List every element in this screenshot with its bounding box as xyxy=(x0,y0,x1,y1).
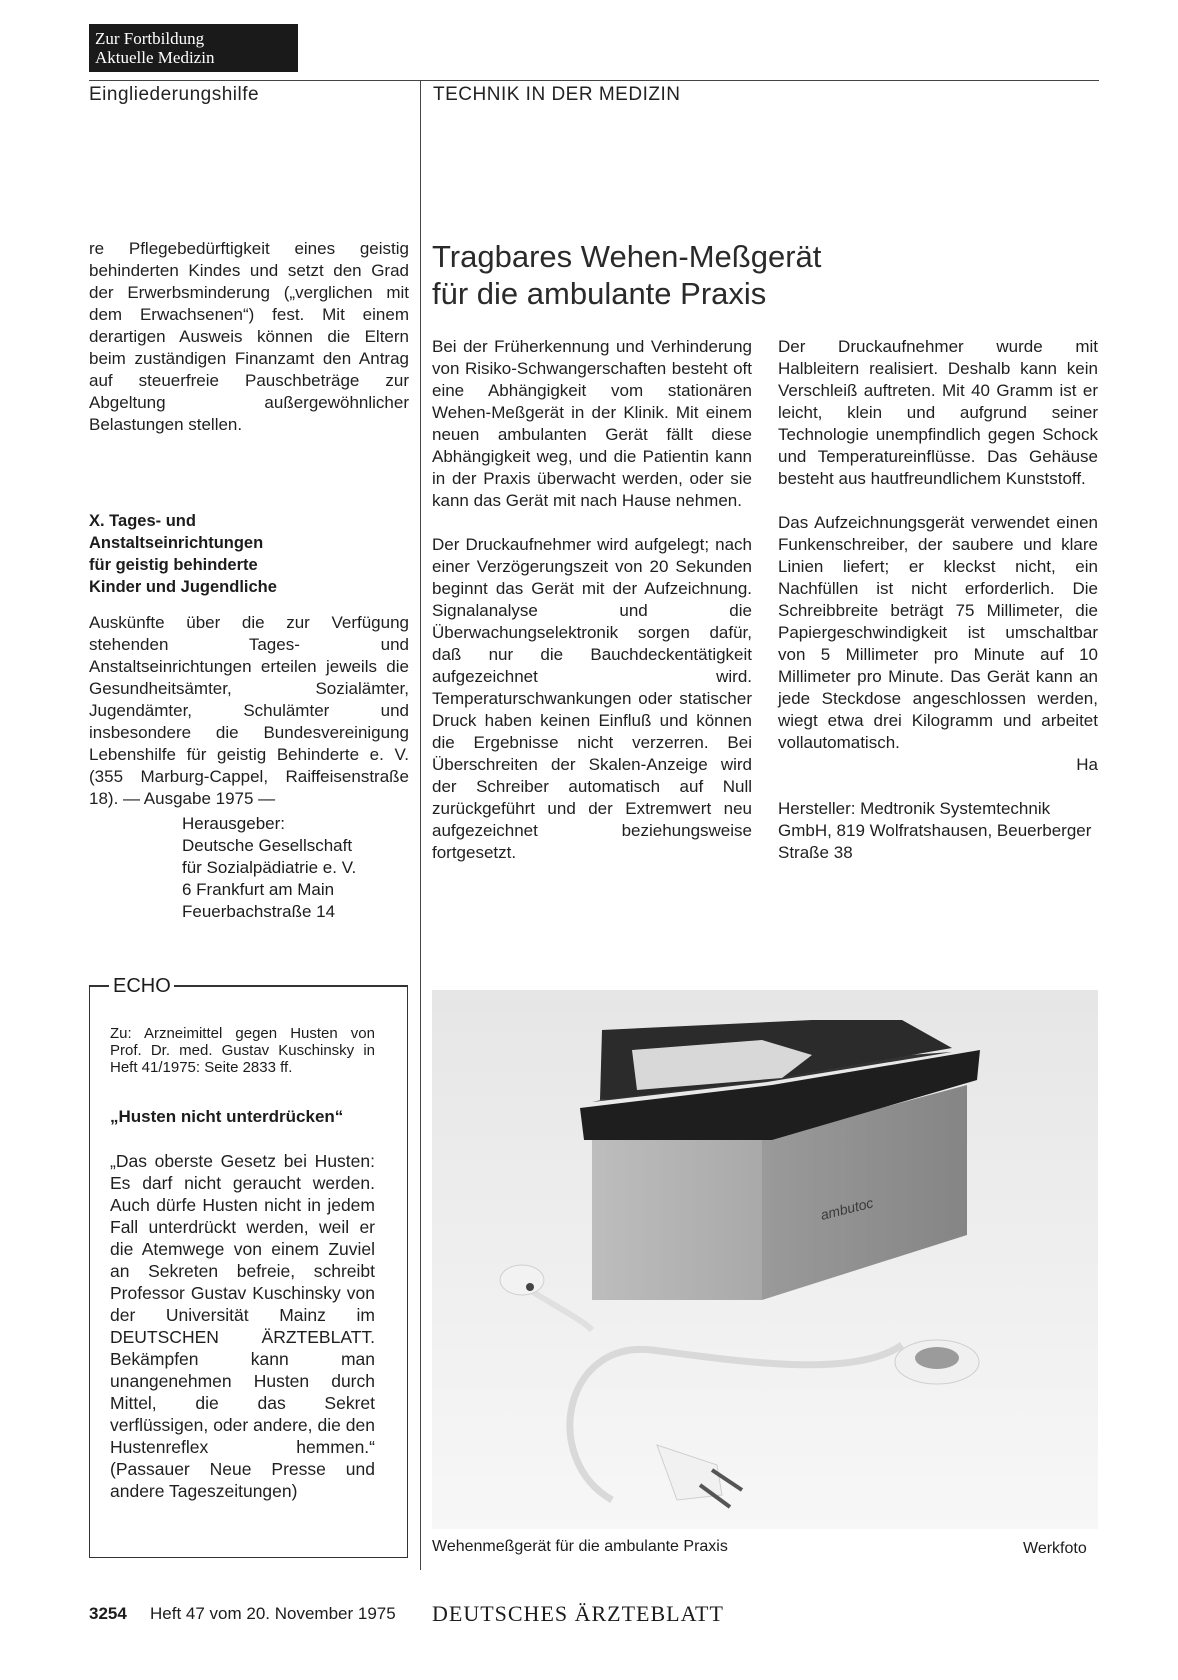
publisher-line-2: Deutsche Gesellschaft xyxy=(182,836,353,855)
echo-reference: Zu: Arzneimittel gegen Husten von Prof. Dr. med. Gustav Kuschinsky in Heft 41/1975: Seite 2833 ff. xyxy=(110,1025,375,1076)
section-heading-line-3: für geistig behinderte xyxy=(89,556,258,574)
publisher-line-4: 6 Frankfurt am Main xyxy=(182,880,335,899)
article-author: Ha xyxy=(1076,755,1098,774)
intro-paragraph: re Pflegebedürftigkeit eines geistig behinderten Kindes und setzt den Grad der Erwerbsminderung („verglichen mit dem Erwachsenen“) fest. Mit einem derartigen Ausweis können die Eltern beim zuständigen Finanzamt den Antrag auf steuerfreie Pauschbeträge zur Abgeltung außergewöhnlicher Belastungen stellen. xyxy=(89,239,409,434)
photo-credit: Werkfoto xyxy=(1023,1540,1087,1557)
echo-headline: „Husten nicht unterdrücken“ xyxy=(110,1107,344,1126)
article-title-line-1: Tragbares Wehen-Meßgerät xyxy=(432,239,822,274)
device-brand-label: ambutoc xyxy=(818,1194,875,1223)
article-title xyxy=(432,238,1092,312)
echo-label: ECHO xyxy=(110,975,174,998)
issue-info: Heft 47 vom 20. November 1975 xyxy=(150,1604,396,1623)
article-title-line-2: für die ambulante Praxis xyxy=(432,276,767,311)
publisher-line-5: Feuerbachstraße 14 xyxy=(182,902,336,921)
section-heading-line-4: Kinder und Jugendliche xyxy=(89,578,277,596)
article-col1 xyxy=(432,336,752,886)
column-divider xyxy=(420,80,421,1570)
section-badge xyxy=(89,24,298,72)
left-section-title: Eingliederungshilfe xyxy=(89,84,260,105)
article-col1-paragraph-1: Bei der Früherkennung und Verhinderung von Risiko-Schwangerschaften besteht oft eine Abhängigkeit vom stationären Wehen-Meßgerät in der Klinik. Mit einem neuen ambulanten Gerät fällt diese Abhängigkeit weg, und die Patientin kann in der Praxis überwacht werden, oder sie kann das Gerät mit nach Hause nehmen. xyxy=(432,337,752,510)
echo-top-rule-left xyxy=(89,985,109,987)
header-rule xyxy=(89,80,1099,81)
article-col2-paragraph-1: Der Druckaufnehmer wurde mit Halbleitern realisiert. Deshalb kann kein Verschleiß auftreten. Mit 40 Gramm ist er leicht, klein und aufgrund seiner Technologie unempfindlich gegen Schock und Temperatureinflüsse. Das Gehäuse besteht aus hautfreundlichem Kunststoff. xyxy=(778,337,1098,488)
page-number: 3254 xyxy=(89,1604,127,1623)
masthead: DEUTSCHES ÄRZTEBLATT xyxy=(432,1601,724,1626)
article-col2 xyxy=(778,336,1098,864)
device-front-panel xyxy=(592,1140,762,1300)
publisher-line-3: für Sozialpädiatrie e. V. xyxy=(182,858,357,877)
badge-line-1: Zur Fortbildung xyxy=(95,29,205,48)
publisher-block xyxy=(182,813,356,923)
photo-caption: Wehenmeßgerät für die ambulante Praxis xyxy=(432,1538,728,1555)
device-photo xyxy=(432,990,1098,1529)
section-heading-line-2: Anstaltseinrichtungen xyxy=(89,534,264,552)
right-section-title: TECHNIK IN DER MEDIZIN xyxy=(433,84,681,105)
connector xyxy=(500,1265,544,1295)
section-heading-line-1: X. Tages- und xyxy=(89,512,196,530)
echo-body: „Das oberste Gesetz bei Husten: Es darf nicht geraucht werden. Auch dürfe Husten nicht in jedem Fall unterdrückt werden, weil er die Atemwege von einem Zuviel an Sekreten befreie, schreibt Professor Gustav Kuschinsky von der Universität Mainz im DEUTSCHEN ÄRZTEBLATT. Bekämpfen kann man unangenehmen Husten durch Mittel, die das Sekret verflüssigen, oder andere, die den Hustenreflex hemmen.“ (Passauer Neue Presse und andere Tageszeitungen) xyxy=(110,1151,375,1501)
badge-line-2: Aktuelle Medizin xyxy=(95,48,215,67)
publisher-line-1: Herausgeber: xyxy=(182,814,286,833)
article-manufacturer: Hersteller: Medtronik Systemtechnik GmbH, 819 Wolfratshausen, Beuerberger Straße 38 xyxy=(778,799,1092,862)
article-col1-paragraph-2: Der Druckaufnehmer wird aufgelegt; nach einer Verzögerungszeit von 20 Sekunden beginnt das Gerät mit der Aufzeichnung. Signalanalyse und die Überwachungselektronik sorgen dafür, daß nur die Bauchdeckentätigkeit aufgezeichnet wird. Temperaturschwankungen oder statischer Druck haben keinen Einfluß und können die Ergebnisse nicht verzerren. Bei Überschreiten der Skalen-Anzeige wird der Schreiber automatisch auf Null zurückgeführt und der Extremwert neu aufgezeichnet beziehungsweise fortgesetzt. xyxy=(432,535,752,862)
section-heading xyxy=(89,510,409,598)
section-paragraph: Auskünfte über die zur Verfügung stehenden Tages- und Anstaltseinrichtungen erteilen jeweils die Gesundheitsämter, Sozialämter, Jugendämter, Schulämter und insbesondere die Bundesvereinigung Lebenshilfe für geistig Behinderte e. V. (355 Marburg-Cappel, Raiffeisenstraße 18). — Ausgabe 1975 — xyxy=(89,613,409,808)
article-col2-paragraph-2: Das Aufzeichnungsgerät verwendet einen Funkenschreiber, der saubere und klare Linien liefert; er kleckst nicht, ein Nachfüllen ist nicht erforderlich. Die Schreibbreite beträgt 75 Millimeter, die Papiergeschwindigkeit ist umschaltbar von 5 Millimeter pro Minute auf 10 Millimeter pro Minute. Das Gerät kann an jede Steckdose angeschlossen werden, wiegt etwa drei Kilogramm und arbeitet vollautomatisch. xyxy=(778,513,1098,752)
device-illustration xyxy=(432,990,1098,1529)
echo-top-rule-right xyxy=(170,985,408,987)
